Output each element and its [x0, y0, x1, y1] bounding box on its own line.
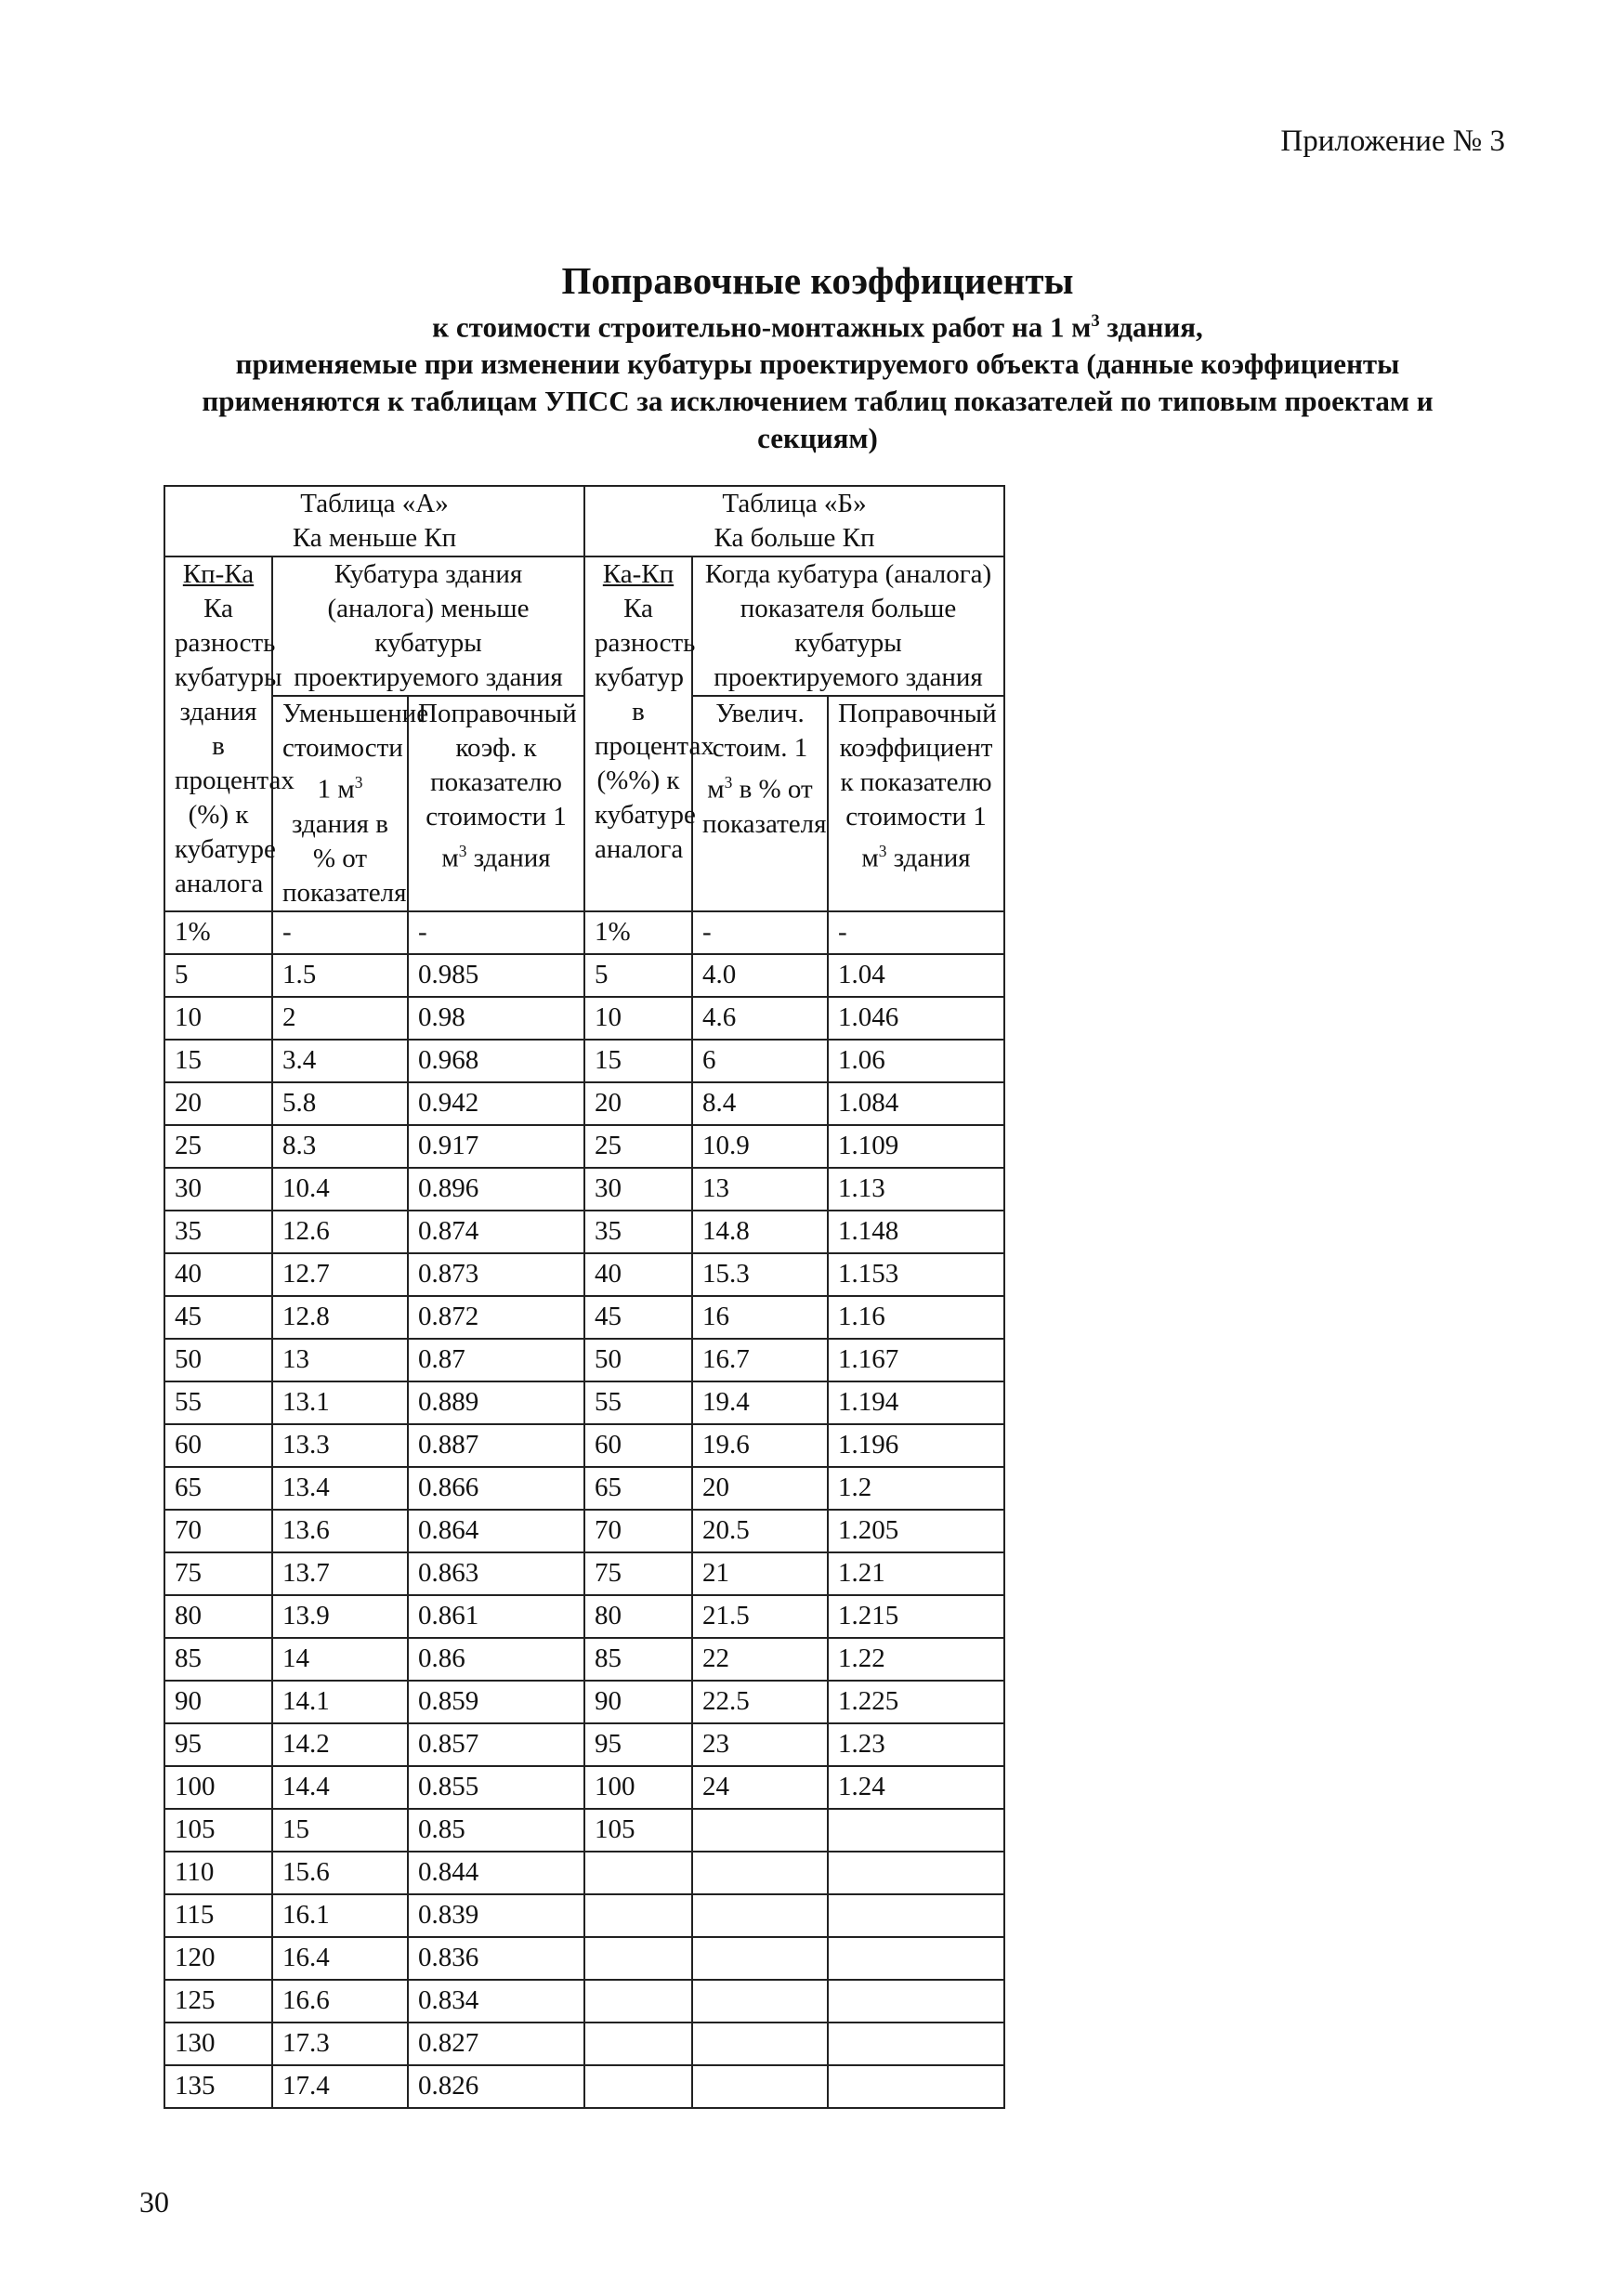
table-row: [164, 1339, 1486, 1381]
table-cell: 0.855: [408, 1766, 584, 1809]
table-cell: 14.8: [692, 1211, 828, 1253]
table-cell: -: [408, 911, 584, 954]
table-cell: 15.6: [272, 1852, 408, 1894]
table-cell: 1.148: [828, 1211, 1004, 1253]
table-cell: 0.887: [408, 1424, 584, 1467]
table-cell: 1.22: [828, 1638, 1004, 1681]
table-cell: 8.3: [272, 1125, 408, 1168]
table-cell: 0.836: [408, 1937, 584, 1980]
table-cell: 1.5: [272, 954, 408, 997]
table-row: [164, 1638, 1486, 1681]
table-cell: [584, 1852, 692, 1894]
table-cell: 75: [584, 1552, 692, 1595]
table-cell: 0.942: [408, 1082, 584, 1125]
table-cell: 13.6: [272, 1510, 408, 1552]
table-cell: 8.4: [692, 1082, 828, 1125]
table-a-col3-header: [408, 696, 584, 911]
table-cell: 75: [164, 1552, 272, 1595]
table-cell: 100: [584, 1766, 692, 1809]
document-title: Поправочные коэффициенты: [561, 259, 1074, 302]
table-cell: 0.917: [408, 1125, 584, 1168]
table-cell: 55: [584, 1381, 692, 1424]
table-row: [164, 2065, 1486, 2108]
table-row: [164, 1168, 1486, 1211]
table-cell: [828, 2023, 1004, 2065]
table-cell: [584, 2023, 692, 2065]
table-cell: 60: [164, 1424, 272, 1467]
table-cell: 1.084: [828, 1082, 1004, 1125]
table-cell: 0.827: [408, 2023, 584, 2065]
table-cell: 120: [164, 1937, 272, 1980]
table-row: [164, 1424, 1486, 1467]
table-row: [164, 1253, 1486, 1296]
table-cell: 14.4: [272, 1766, 408, 1809]
table-cell: 24: [692, 1766, 828, 1809]
page-number: 30: [139, 2185, 169, 2219]
table-a-col3-sup: 3: [458, 842, 467, 860]
table-cell: 0.968: [408, 1040, 584, 1082]
table-cell: 1.205: [828, 1510, 1004, 1552]
table-cell: 10.4: [272, 1168, 408, 1211]
table-cell: 6: [692, 1040, 828, 1082]
table-cell: 0.834: [408, 1980, 584, 2023]
table-cell: 15: [272, 1809, 408, 1852]
table-b-col3-header: [828, 696, 1004, 911]
table-cell: 5: [584, 954, 692, 997]
table-cell: 13.9: [272, 1595, 408, 1638]
table-cell: 1.225: [828, 1681, 1004, 1723]
table-cell: 105: [164, 1809, 272, 1852]
table-b-col2-sup: 3: [724, 773, 733, 792]
table-cell: 1.23: [828, 1723, 1004, 1766]
table-cell: 0.985: [408, 954, 584, 997]
table-cell: 20: [692, 1467, 828, 1510]
table-cell: 95: [584, 1723, 692, 1766]
table-row: [164, 1681, 1486, 1723]
table-cell: [692, 2023, 828, 2065]
table-cell: 65: [164, 1467, 272, 1510]
table-a-col2-sup: 3: [354, 773, 363, 792]
table-cell: [828, 1937, 1004, 1980]
table-cell: 16.1: [272, 1894, 408, 1937]
table-cell: 12.6: [272, 1211, 408, 1253]
table-cell: 125: [164, 1980, 272, 2023]
table-cell: 0.866: [408, 1467, 584, 1510]
table-cell: 110: [164, 1852, 272, 1894]
table-cell: 10: [164, 997, 272, 1040]
table-b-col1-fraction: Ка-Кп: [602, 559, 674, 589]
table-cell: 0.864: [408, 1510, 584, 1552]
table-cell: 55: [164, 1381, 272, 1424]
table-a-col2-text-a: Уменьшение стоимости 1 м: [282, 699, 429, 805]
table-cell: 0.874: [408, 1211, 584, 1253]
table-row: [164, 1809, 1486, 1852]
table-cell: 0.872: [408, 1296, 584, 1339]
table-cell: 23: [692, 1723, 828, 1766]
table-cell: 60: [584, 1424, 692, 1467]
table-cell: 50: [584, 1339, 692, 1381]
table-row: [164, 911, 1486, 954]
table-cell: 100: [164, 1766, 272, 1809]
table-cell: 13.4: [272, 1467, 408, 1510]
table-b-col1-denominator: Ка: [623, 594, 653, 623]
table-cell: 50: [164, 1339, 272, 1381]
table-b-col3-text-b: здания: [886, 843, 971, 873]
table-row: [164, 954, 1486, 997]
table-cell: 1.153: [828, 1253, 1004, 1296]
table-b-col2-header: [692, 696, 828, 911]
table-cell: [692, 2065, 828, 2108]
table-cell: [828, 1852, 1004, 1894]
table-cell: 0.844: [408, 1852, 584, 1894]
table-cell: 45: [584, 1296, 692, 1339]
table-cell: 1%: [584, 911, 692, 954]
table-cell: 2: [272, 997, 408, 1040]
table-cell: 3.4: [272, 1040, 408, 1082]
table-cell: 1.24: [828, 1766, 1004, 1809]
table-cell: 4.0: [692, 954, 828, 997]
table-b-title: Таблица «Б»: [722, 489, 867, 518]
table-cell: 21.5: [692, 1595, 828, 1638]
table-b-col1-description: разность кубатур в процентах (%%) к кубатуре аналога: [595, 628, 714, 864]
table-cell: 35: [584, 1211, 692, 1253]
table-cell: 1.04: [828, 954, 1004, 997]
table-cell: 19.4: [692, 1381, 828, 1424]
table-a-col3-text-a: Поправочный коэф. к показателю стоимости 1 м: [418, 699, 577, 873]
table-a-col1-header: [164, 556, 295, 911]
table-body: [164, 911, 1486, 2108]
table-cell: 65: [584, 1467, 692, 1510]
table-cell: 5.8: [272, 1082, 408, 1125]
table-cell: 90: [584, 1681, 692, 1723]
table-row: [164, 1852, 1486, 1894]
table-cell: 13.3: [272, 1424, 408, 1467]
table-cell: 25: [584, 1125, 692, 1168]
table-row: [164, 1723, 1486, 1766]
table-cell: [692, 1894, 828, 1937]
table-a-col1-fraction: Кп-Ка: [182, 559, 255, 589]
table-cell: 12.7: [272, 1253, 408, 1296]
table-a-col1-description: разность кубатуры здания в процентах (%) к кубатуре аналога: [175, 628, 295, 898]
table-row: [164, 1040, 1486, 1082]
table-cell: 1.21: [828, 1552, 1004, 1595]
table-cell: 130: [164, 2023, 272, 2065]
table-cell: 1.16: [828, 1296, 1004, 1339]
table-cell: 0.839: [408, 1894, 584, 1937]
table-row: [164, 1381, 1486, 1424]
table-cell: 10: [584, 997, 692, 1040]
table-cell: 0.873: [408, 1253, 584, 1296]
table-cell: [692, 1809, 828, 1852]
table-cell: 5: [164, 954, 272, 997]
document-subtitle: [149, 303, 1486, 457]
table-cell: 1.109: [828, 1125, 1004, 1168]
table-row: [164, 1894, 1486, 1937]
table-cell: 17.4: [272, 2065, 408, 2108]
table-cell: 16.7: [692, 1339, 828, 1381]
table-a-col3-text-b: здания: [466, 843, 551, 873]
table-cell: -: [692, 911, 828, 954]
table-cell: 0.859: [408, 1681, 584, 1723]
table-row: [164, 1467, 1486, 1510]
table-cell: 15: [164, 1040, 272, 1082]
subtitle-sup: 3: [1091, 311, 1100, 331]
table-cell: 45: [164, 1296, 272, 1339]
subtitle-part-b: здания,: [1099, 310, 1203, 344]
header-row-titles: [164, 486, 1486, 556]
table-cell: -: [828, 911, 1004, 954]
table-a-subtitle: Ка меньше Кп: [292, 523, 457, 553]
table-cell: 13: [272, 1339, 408, 1381]
table-cell: [692, 1980, 828, 2023]
table-cell: 85: [164, 1638, 272, 1681]
table-cell: [828, 1980, 1004, 2023]
table-cell: 10.9: [692, 1125, 828, 1168]
table-cell: [828, 1809, 1004, 1852]
table-b-col3-sup: 3: [878, 842, 887, 860]
table-b-subtitle: Ка больше Кп: [714, 523, 875, 553]
table-row: [164, 1552, 1486, 1595]
table-cell: 135: [164, 2065, 272, 2108]
table-cell: 20.5: [692, 1510, 828, 1552]
table-cell: 22.5: [692, 1681, 828, 1723]
table-cell: [584, 1937, 692, 1980]
table-cell: 13.1: [272, 1381, 408, 1424]
table-cell: 1.13: [828, 1168, 1004, 1211]
table-cell: 35: [164, 1211, 272, 1253]
table-cell: [828, 1894, 1004, 1937]
table-b-title-cell: [584, 486, 1004, 556]
table-b-col2-text-a: Увелич. стоим. 1 м: [707, 699, 808, 805]
header-row-columns: [164, 696, 1486, 911]
table-a-title: Таблица «А»: [300, 489, 449, 518]
coefficients-table: [164, 485, 1486, 2109]
table-cell: 25: [164, 1125, 272, 1168]
table-cell: 40: [164, 1253, 272, 1296]
table-cell: 0.857: [408, 1723, 584, 1766]
table-cell: 0.98: [408, 997, 584, 1040]
table-cell: 15.3: [692, 1253, 828, 1296]
table-cell: 20: [584, 1082, 692, 1125]
table-b-col2-text-b: в % от показателя: [702, 774, 827, 839]
table-cell: 0.826: [408, 2065, 584, 2108]
table-cell: 30: [584, 1168, 692, 1211]
table-cell: 1.06: [828, 1040, 1004, 1082]
table-cell: 1.046: [828, 997, 1004, 1040]
table-cell: 1.2: [828, 1467, 1004, 1510]
table-cell: 17.3: [272, 2023, 408, 2065]
table-cell: 90: [164, 1681, 272, 1723]
table-cell: 22: [692, 1638, 828, 1681]
table-cell: 1.194: [828, 1381, 1004, 1424]
table-row: [164, 1510, 1486, 1552]
table-row: [164, 1125, 1486, 1168]
table-row: [164, 1766, 1486, 1809]
header-row-groups: [164, 556, 1486, 696]
table-cell: 16.4: [272, 1937, 408, 1980]
table-cell: 115: [164, 1894, 272, 1937]
table-cell: 80: [584, 1595, 692, 1638]
table-cell: 20: [164, 1082, 272, 1125]
table-cell: [828, 2065, 1004, 2108]
table-cell: 1%: [164, 911, 272, 954]
table-cell: 0.863: [408, 1552, 584, 1595]
table-cell: 12.8: [272, 1296, 408, 1339]
appendix-label: Приложение № 3: [1280, 124, 1505, 158]
table-cell: [584, 1894, 692, 1937]
table-a-col2-header: [272, 696, 429, 911]
table-cell: 1.167: [828, 1339, 1004, 1381]
table-cell: 30: [164, 1168, 272, 1211]
table-cell: -: [272, 911, 408, 954]
table-a-group-header: Кубатура здания (аналога) меньше кубатуры проектируемого здания: [272, 556, 584, 696]
table-row: [164, 1937, 1486, 1980]
table-cell: 19.6: [692, 1424, 828, 1467]
table-cell: 70: [584, 1510, 692, 1552]
table-cell: 14.2: [272, 1723, 408, 1766]
table-cell: 0.889: [408, 1381, 584, 1424]
table-cell: 21: [692, 1552, 828, 1595]
table-a-col1-denominator: Ка: [203, 594, 233, 623]
table-cell: 0.85: [408, 1809, 584, 1852]
table-cell: 0.86: [408, 1638, 584, 1681]
table-row: [164, 1980, 1486, 2023]
table-cell: 80: [164, 1595, 272, 1638]
table-row: [164, 997, 1486, 1040]
table-cell: 16: [692, 1296, 828, 1339]
table-cell: 14: [272, 1638, 408, 1681]
table-row: [164, 2023, 1486, 2065]
table-b-col1-header: [584, 556, 714, 911]
table-row: [164, 1296, 1486, 1339]
table-cell: 13: [692, 1168, 828, 1211]
table-b-group-header: Когда кубатура (аналога) показателя больше кубатуры проектируемого здания: [692, 556, 1004, 696]
table-cell: 4.6: [692, 997, 828, 1040]
table-cell: 95: [164, 1723, 272, 1766]
table-cell: 0.896: [408, 1168, 584, 1211]
table-cell: [692, 1852, 828, 1894]
table-cell: 40: [584, 1253, 692, 1296]
table-cell: 13.7: [272, 1552, 408, 1595]
table-cell: [692, 1937, 828, 1980]
table-cell: 105: [584, 1809, 692, 1852]
table-cell: 0.861: [408, 1595, 584, 1638]
table-a-title-cell: [164, 486, 584, 556]
subtitle-part-c: применяемые при изменении кубатуры проектируемого объекта (данные коэффициенты применяются к таблицам УПСС за исключением таблиц показателей по типовым проектам и секциям): [202, 347, 1434, 455]
table-cell: [584, 2065, 692, 2108]
table-cell: 15: [584, 1040, 692, 1082]
table-b-col3-text-a: Поправочный коэффициент к показателю стоимости 1 м: [838, 699, 997, 873]
title-block: [149, 258, 1486, 457]
table-cell: 14.1: [272, 1681, 408, 1723]
table-row: [164, 1595, 1486, 1638]
table-cell: 0.87: [408, 1339, 584, 1381]
table-row: [164, 1211, 1486, 1253]
table-cell: 1.215: [828, 1595, 1004, 1638]
table-cell: 70: [164, 1510, 272, 1552]
table-cell: 1.196: [828, 1424, 1004, 1467]
table-row: [164, 1082, 1486, 1125]
table-a-col2-text-b: здания в % от показателя: [282, 808, 407, 908]
subtitle-part-a: к стоимости строительно-монтажных работ на 1 м: [432, 310, 1092, 344]
table-cell: 85: [584, 1638, 692, 1681]
table-cell: [584, 1980, 692, 2023]
table-cell: 16.6: [272, 1980, 408, 2023]
